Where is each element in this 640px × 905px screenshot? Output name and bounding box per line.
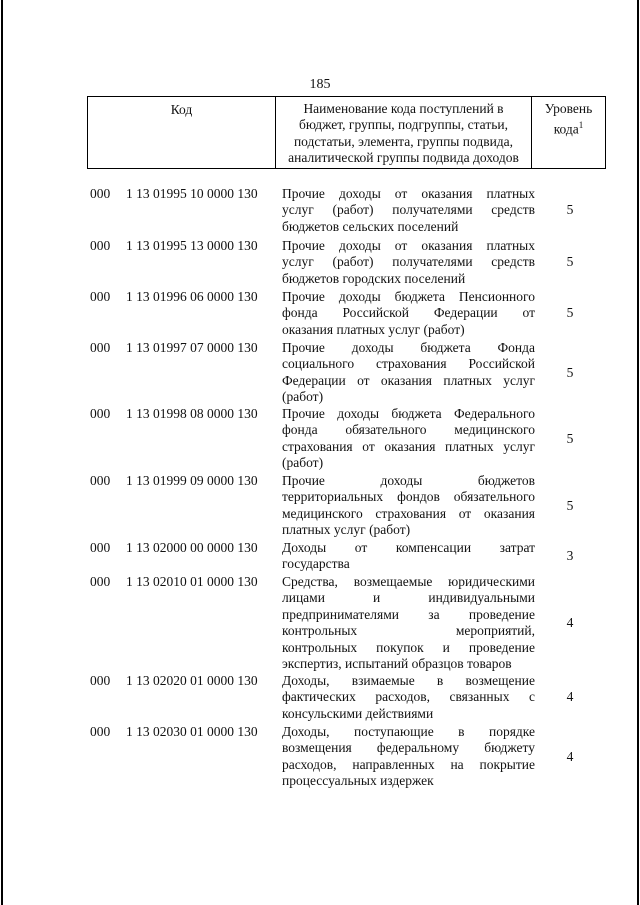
income-name-line: Прочие доходы от оказания платных (282, 186, 535, 201)
header-name-line: аналитической группы подвида доходов (288, 150, 519, 166)
table-header (87, 96, 606, 169)
admin-code: 000 (90, 186, 111, 201)
code-level: 4 (566, 689, 574, 705)
header-name-line: бюджет, группы, подгруппы, статьи, (299, 117, 508, 133)
header-name-line: Наименование кода поступлений в (303, 101, 504, 116)
income-name-line: бюджетов городских поселений (282, 270, 466, 286)
income-name-line: процессуальных издержек (282, 773, 434, 789)
income-name-line: бюджетов сельских поселений (282, 218, 459, 234)
income-name-line: государства (282, 556, 350, 572)
income-name (282, 574, 535, 672)
income-name-line: экспертиз, испытаний образцов товаров (282, 655, 512, 671)
income-name-line: оказания платных услуг (работ) (282, 321, 465, 337)
code-level: 5 (566, 364, 574, 380)
income-name-line: расходов, направленных на покрытие (282, 756, 535, 772)
header-code: Код (88, 97, 276, 168)
income-code: 1 13 01998 08 0000 130 (126, 406, 258, 421)
header-level-line: Уровень (544, 101, 593, 116)
income-name-line: консульскими действиями (282, 705, 434, 721)
income-name (282, 340, 535, 406)
page-number: 185 (309, 77, 331, 92)
code-level: 3 (566, 548, 574, 564)
income-name-line: социального страхования Российской (282, 356, 535, 372)
income-code: 1 13 01996 06 0000 130 (126, 289, 258, 304)
income-name (282, 238, 535, 287)
income-name-line: Прочие доходы от оказания платных (282, 238, 535, 253)
admin-code: 000 (90, 340, 111, 355)
income-name-line: фонда Российской Федерации от (282, 305, 535, 321)
income-code: 1 13 02000 00 0000 130 (126, 540, 258, 555)
income-name-line: Прочие доходы бюджета Пенсионного (282, 289, 535, 304)
income-name-line: Прочие доходы бюджета Федерального (282, 406, 535, 421)
code-level: 5 (566, 497, 574, 513)
income-name-line: (работ) (282, 455, 324, 471)
admin-code: 000 (90, 289, 111, 304)
code-level: 5 (566, 254, 574, 270)
income-name (282, 289, 535, 338)
header-level-word: кода (553, 121, 579, 137)
income-name (282, 673, 535, 722)
income-name-line: территориальных фондов обязательного (282, 489, 535, 505)
income-name-line: Средства, возмещаемые юридическими (282, 574, 535, 589)
income-code: 1 13 01999 09 0000 130 (126, 473, 258, 488)
code-level: 4 (566, 615, 574, 630)
income-code: 1 13 02010 01 0000 130 (126, 574, 258, 589)
income-code: 1 13 01995 10 0000 130 (126, 186, 258, 201)
income-name-line: платных услуг (работ) (282, 522, 411, 538)
admin-code: 000 (90, 406, 111, 421)
income-code: 1 13 01995 13 0000 130 (126, 238, 258, 253)
page-edge-left (1, 0, 3, 905)
income-name-line: Федерации от оказания платных услуг (282, 372, 535, 388)
admin-code: 000 (90, 238, 111, 253)
income-name (282, 473, 535, 539)
admin-code: 000 (90, 673, 111, 688)
header-name-line: подстатьи, элемента, группы подвида, (293, 133, 514, 149)
header-level (532, 97, 605, 168)
income-name (282, 406, 535, 472)
code-level: 5 (566, 202, 574, 218)
code-level: 5 (566, 305, 574, 321)
income-name-line: Доходы, поступающие в порядке (282, 724, 535, 739)
income-code: 1 13 02020 01 0000 130 (126, 673, 258, 688)
footnote-marker: 1 (578, 120, 584, 131)
income-name-line: возмещения федеральному бюджету (282, 740, 535, 756)
income-name-line: предпринимателями за проведение (282, 606, 535, 622)
income-name-line: Доходы от компенсации затрат (282, 540, 535, 555)
header-level-line (532, 117, 605, 138)
income-name-line: лицами и индивидуальными (282, 590, 535, 606)
income-name-line: Доходы, взимаемые в возмещение (282, 673, 535, 688)
income-name-line: фонда обязательного медицинского (282, 422, 535, 438)
page-edge-right (637, 0, 639, 905)
income-name-line: услуг (работ) получателями средств (282, 254, 535, 270)
admin-code: 000 (90, 724, 111, 739)
admin-code: 000 (90, 574, 111, 589)
admin-code: 000 (90, 473, 111, 488)
income-name (282, 540, 535, 573)
income-name-line: контрольных покупок и проведение (282, 639, 535, 655)
code-level: 4 (566, 748, 574, 764)
income-name-line: (работ) (282, 389, 324, 405)
income-name-line: Прочие доходы бюджета Фонда (282, 340, 535, 355)
income-name-line: страхования от оказания платных услуг (282, 438, 535, 454)
header-name (276, 97, 532, 168)
income-name-line: Прочие доходы бюджетов (282, 473, 535, 488)
income-code: 1 13 01997 07 0000 130 (126, 340, 258, 355)
income-name (282, 186, 535, 235)
income-code: 1 13 02030 01 0000 130 (126, 724, 258, 739)
income-name-line: контрольных мероприятий, (282, 623, 535, 639)
income-name-line: фактических расходов, связанных с (282, 689, 535, 705)
income-name-line: медицинского страхования от оказания (282, 505, 535, 521)
income-name (282, 724, 535, 790)
income-name-line: услуг (работ) получателями средств (282, 202, 535, 218)
admin-code: 000 (90, 540, 111, 555)
code-level: 5 (566, 430, 574, 446)
